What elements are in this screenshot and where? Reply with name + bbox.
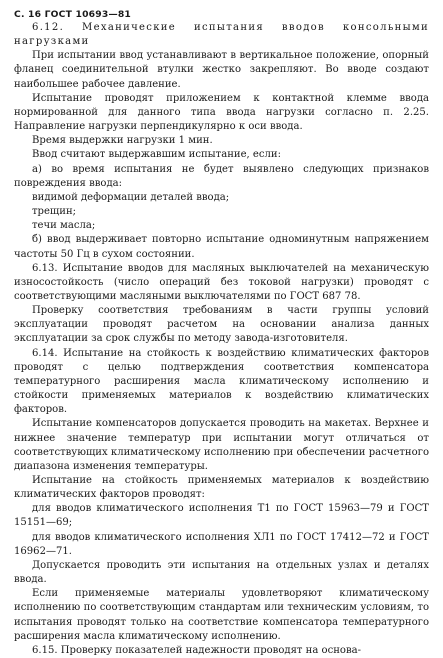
paragraph: Проверку соответствия требованиям в части группы условий эксплуатации проводят расчетом на основании анализа данных эксплуатации за срок службы по методу завода-изготовителя.	[14, 305, 429, 345]
paragraph: Ввод считают выдержавшим испытание, если:	[32, 149, 281, 161]
list-item: трещин;	[32, 206, 77, 218]
list-item: течи масла;	[32, 220, 96, 232]
list-item: для вводов климатического исполнения Т1 по ГОСТ 15963—79 и ГОСТ 15151—69;	[14, 503, 429, 529]
paragraph: Время выдержки нагрузки 1 мин.	[32, 135, 213, 147]
paragraph: Допускается проводить эти испытания на отдельных узлах и деталях ввода.	[14, 559, 429, 586]
running-head: С. 16 ГОСТ 10693—81	[14, 9, 132, 20]
paragraph: При испытании ввод устанавливают в вертикальное положение, опорный фланец соединительной втулки жестко закрепляют. Во вводе создают наибольшее рабочее давление.	[14, 50, 429, 90]
paragraph: Испытание компенсаторов допускается проводить на макетах. Верхнее и нижнее значение температур при испытании могут отличаться от соответствующих климатическому исполнению при обеспечении расчетного диапазона изменения температуры.	[14, 418, 429, 472]
paragraph: Если применяемые материалы удовлетворяют климатическому исполнению по соответствующим стандартам или техническим условиям, то испытания проводят только на соответствие компенсатора температурного расширения масла климатическому исполнению.	[14, 588, 429, 642]
paragraph: Испытание проводят приложением к контактной клемме ввода нормированной для данного типа ввода нагрузки согласно п. 2.25. Направление нагрузки перпендикулярно к оси ввода.	[14, 92, 429, 133]
section-6-13: 6.13. Испытание вводов для масляных выключателей на механическую износостойкость (число операций без токовой нагрузки) проводят с соответствующими масляными выключателями по ГОСТ 687 78.	[14, 262, 429, 302]
section-6-15: 6.15. Проверку показателей надежности проводят на основа-	[32, 644, 362, 656]
list-item: а) во время испытания не будет выявлено следующих признаков повреждения ввода:	[14, 163, 429, 189]
document-body	[14, 21, 429, 658]
paragraph: Испытание на стойкость применяемых материалов к воздействию климатических факторов проводят:	[14, 475, 429, 501]
list-item: для вводов климатического исполнения ХЛ1 по ГОСТ 17412—72 и ГОСТ 16962—71.	[14, 531, 429, 557]
section-6-12-title: 6.12. Механические испытания вводов консольными нагрузками	[14, 22, 429, 48]
list-item: видимой деформации деталей ввода;	[32, 191, 230, 203]
section-6-14: 6.14. Испытание на стойкость к воздействию климатических факторов проводят с целью подтверждения соответствия компенсатора температурного расширения масла климатическому исполнению и стойкости применяемых материалов к воздействию климатических факторов.	[14, 347, 429, 416]
list-item: б) ввод выдерживает повторно испытание одноминутным напряжением частоты 50 Гц в сухом состоянии.	[14, 234, 429, 260]
